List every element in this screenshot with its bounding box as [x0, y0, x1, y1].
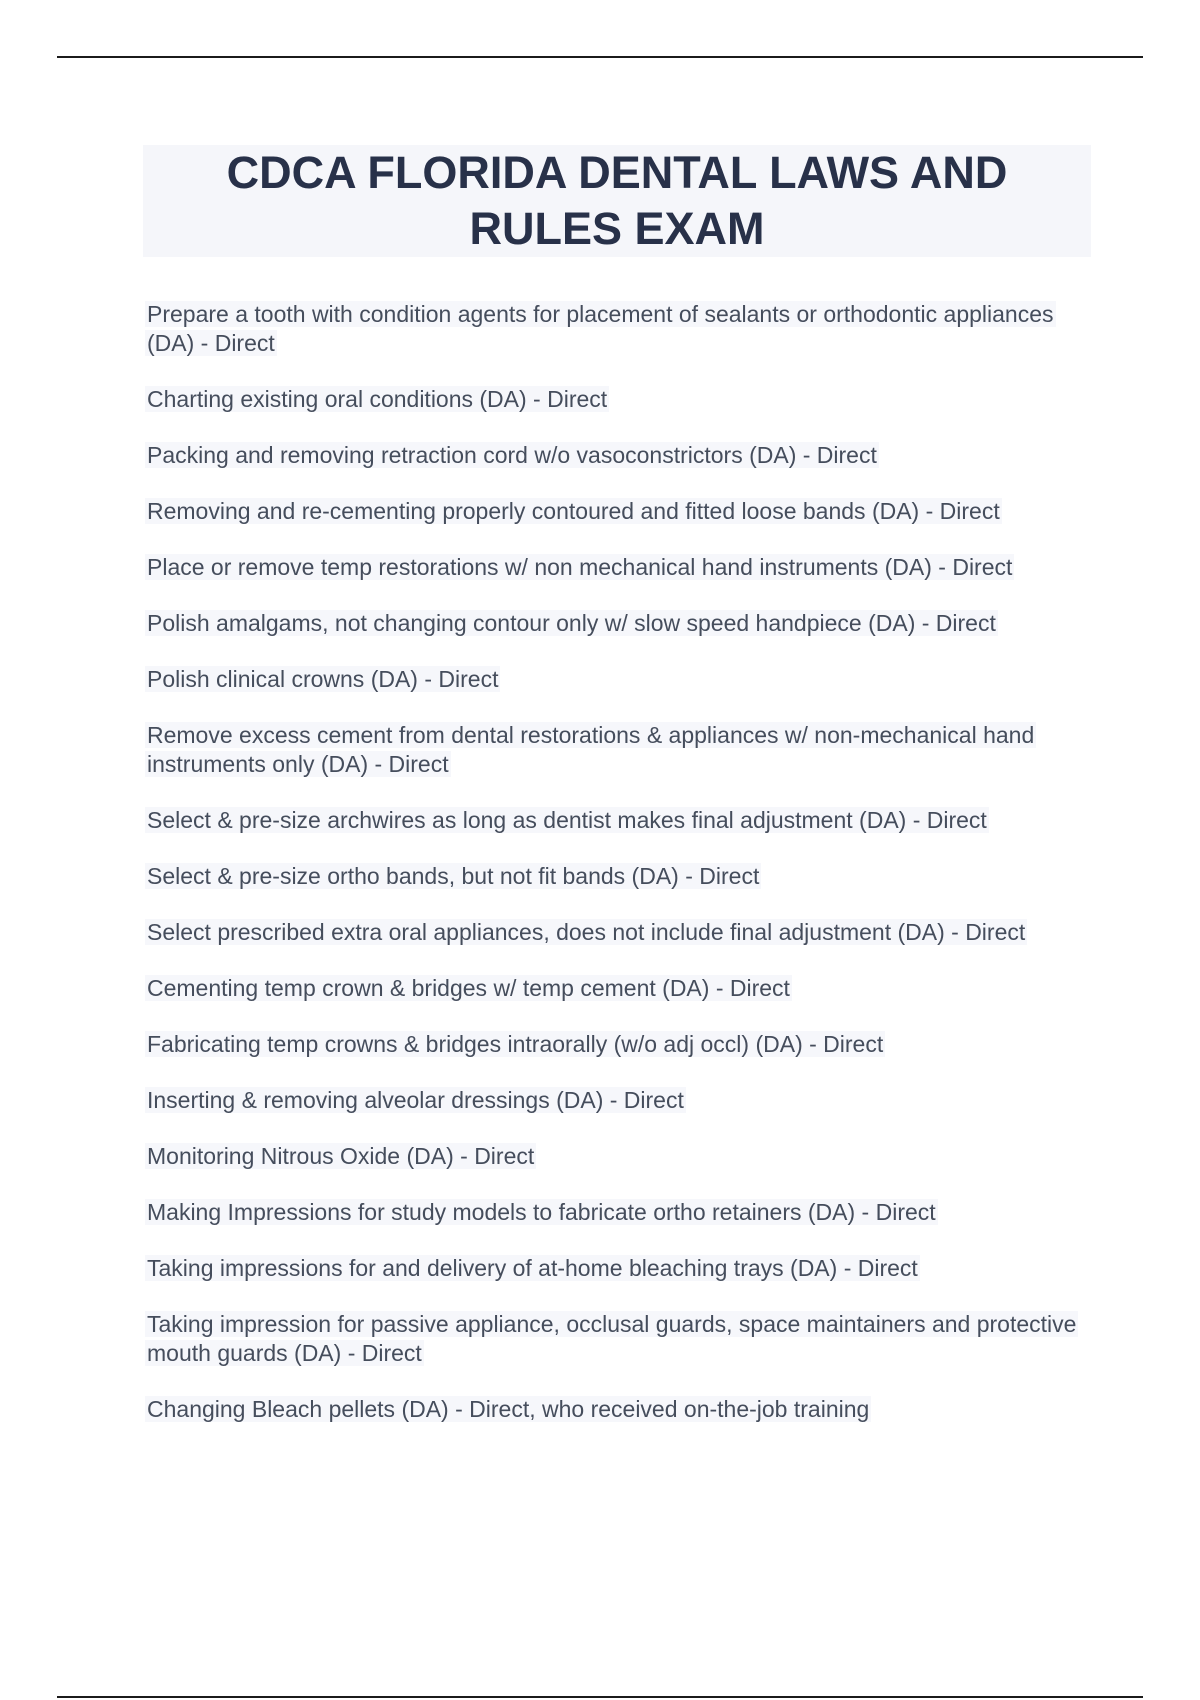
list-item	[145, 609, 1095, 638]
title-banner	[143, 145, 1091, 257]
list-item	[145, 721, 1095, 779]
list-item	[145, 1310, 1095, 1368]
list-item-text: Monitoring Nitrous Oxide (DA) - Direct	[147, 1143, 535, 1169]
list-item	[145, 497, 1095, 526]
list-item-text: Taking impressions for and delivery of at-home bleaching trays (DA) - Direct	[147, 1255, 918, 1281]
list-item-text: Place or remove temp restorations w/ non mechanical hand instruments (DA) - Direct	[147, 554, 1013, 580]
list-item-text: Removing and re-cementing properly contoured and fitted loose bands (DA) - Direct	[147, 498, 1000, 524]
list-item-text: Fabricating temp crowns & bridges intraorally (w/o adj occl) (DA) - Direct	[147, 1031, 884, 1057]
list-item	[145, 1198, 1095, 1227]
list-item	[145, 1030, 1095, 1059]
list-item	[145, 385, 1095, 414]
list-item	[145, 1395, 1095, 1424]
list-item-text: Taking impression for passive appliance, occlusal guards, space maintainers and protective mouth guards (DA) - Direct	[147, 1311, 1077, 1366]
list-item	[145, 300, 1095, 358]
list-item-text: Cementing temp crown & bridges w/ temp cement (DA) - Direct	[147, 975, 790, 1001]
page-bottom-rule	[57, 1696, 1143, 1698]
list-item	[145, 1086, 1095, 1115]
list-item-text: Charting existing oral conditions (DA) - Direct	[147, 386, 608, 412]
list-item-text: Select & pre-size ortho bands, but not fit bands (DA) - Direct	[147, 863, 760, 889]
list-item-text: Making Impressions for study models to fabricate ortho retainers (DA) - Direct	[147, 1199, 936, 1225]
list-item	[145, 1254, 1095, 1283]
list-item	[145, 862, 1095, 891]
list-item-text: Packing and removing retraction cord w/o vasoconstrictors (DA) - Direct	[147, 442, 877, 468]
list-item	[145, 806, 1095, 835]
list-item-text: Remove excess cement from dental restorations & appliances w/ non-mechanical hand instruments only (DA) - Direct	[147, 722, 1035, 777]
list-item	[145, 553, 1095, 582]
flashcard-list	[145, 300, 1095, 1451]
list-item	[145, 918, 1095, 947]
list-item-text: Select prescribed extra oral appliances, does not include final adjustment (DA) - Direct	[147, 919, 1026, 945]
page-top-rule	[57, 56, 1143, 58]
list-item	[145, 441, 1095, 470]
list-item	[145, 665, 1095, 694]
list-item	[145, 974, 1095, 1003]
document-title: CDCA FLORIDA DENTAL LAWS AND RULES EXAM	[226, 147, 1008, 254]
list-item-text: Polish clinical crowns (DA) - Direct	[147, 666, 499, 692]
list-item	[145, 1142, 1095, 1171]
list-item-text: Select & pre-size archwires as long as dentist makes final adjustment (DA) - Direct	[147, 807, 987, 833]
list-item-text: Inserting & removing alveolar dressings (DA) - Direct	[147, 1087, 684, 1113]
list-item-text: Changing Bleach pellets (DA) - Direct, who received on-the-job training	[147, 1396, 870, 1422]
list-item-text: Polish amalgams, not changing contour only w/ slow speed handpiece (DA) - Direct	[147, 610, 996, 636]
list-item-text: Prepare a tooth with condition agents for placement of sealants or orthodontic appliances (DA) - Direct	[147, 301, 1054, 356]
